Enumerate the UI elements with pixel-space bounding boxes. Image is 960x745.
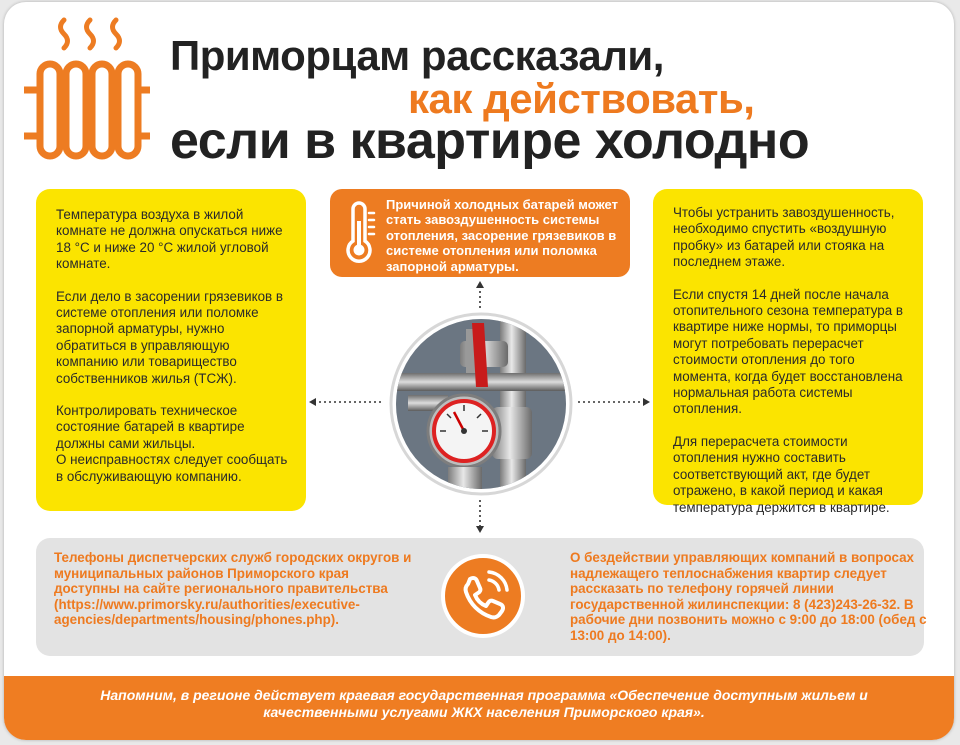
headline-line-2: как действовать,: [408, 75, 755, 122]
radiator-icon: [18, 8, 154, 164]
footer-text: Напомним, в регионе действует краевая государственная программа «Обеспечение доступным жильем и качественными услугами ЖКХ населения Приморского края».: [100, 687, 868, 720]
left-paragraph-2: Если дело в засорении грязевиков в системе отопления или поломке запорной арматуры, нужно обратиться в управляющую компанию или товарищество собственников жилья (ТСЖ).: [56, 288, 283, 386]
cause-text: Причиной холодных батарей может стать завоздушенность системы отопления, засорение грязевиков в системе отопления или поломка запорной арматуры.: [386, 197, 618, 274]
left-info-box: [36, 189, 306, 511]
right-info-box: [653, 189, 923, 515]
right-paragraph-3: Для перерасчета стоимости отопления нужно составить соответствующий акт, где будет отражено, в какой период и какая температура держится в квартире.: [673, 433, 890, 515]
left-paragraph-4: О неисправностях следует сообщать в обслуживающую компанию.: [56, 452, 288, 484]
right-paragraph-2: Если спустя 14 дней после начала отопительного сезона температура в квартире ниже нормы, то приморцы могут потребовать перерасчет стоимости отопления до того момента, когда будет восстановлена нормальная работа системы отопления.: [673, 286, 904, 417]
phone-icon: [445, 558, 521, 634]
dispatch-phones-text: Телефоны диспетчерских служб городских округов и муниципальных районов Приморского края доступны на сайте регионального правительства (https://www.primorsky.ru/authorities/executive-agencies/departments/housing/phones.php).: [54, 550, 412, 628]
headline-line-3: если в квартире холодно: [170, 112, 810, 170]
phone-badge: [441, 554, 525, 638]
headline-line-1: Приморцам рассказали,: [170, 32, 664, 79]
right-paragraph-1: Чтобы устранить завоздушенность, необходимо спустить «воздушную пробку» из батарей или стояка на последнем этаже.: [673, 205, 895, 270]
cause-box: [330, 189, 630, 277]
left-paragraph-3: Контролировать техническое состояние батарей в квартире должны сами жильцы.: [56, 403, 245, 451]
thermometer-icon: [342, 201, 376, 265]
left-paragraph-1: Температура воздуха в жилой комнате не должна опускаться ниже 18 °С и ниже 20 °С жилой угловой комнате.: [56, 207, 283, 272]
heating-valve-photo: [388, 311, 574, 497]
infographic-card: [4, 2, 954, 740]
hotline-text: О бездействии управляющих компаний в вопросах надлежащего теплоснабжения квартир следует рассказать по телефону горячей линии государственной жилинспекции: 8 (423)243-26-32. В рабочие дни позвонить можно с 9:00 до 18:00 (обед с 13:00 до 14:00).: [570, 550, 927, 643]
